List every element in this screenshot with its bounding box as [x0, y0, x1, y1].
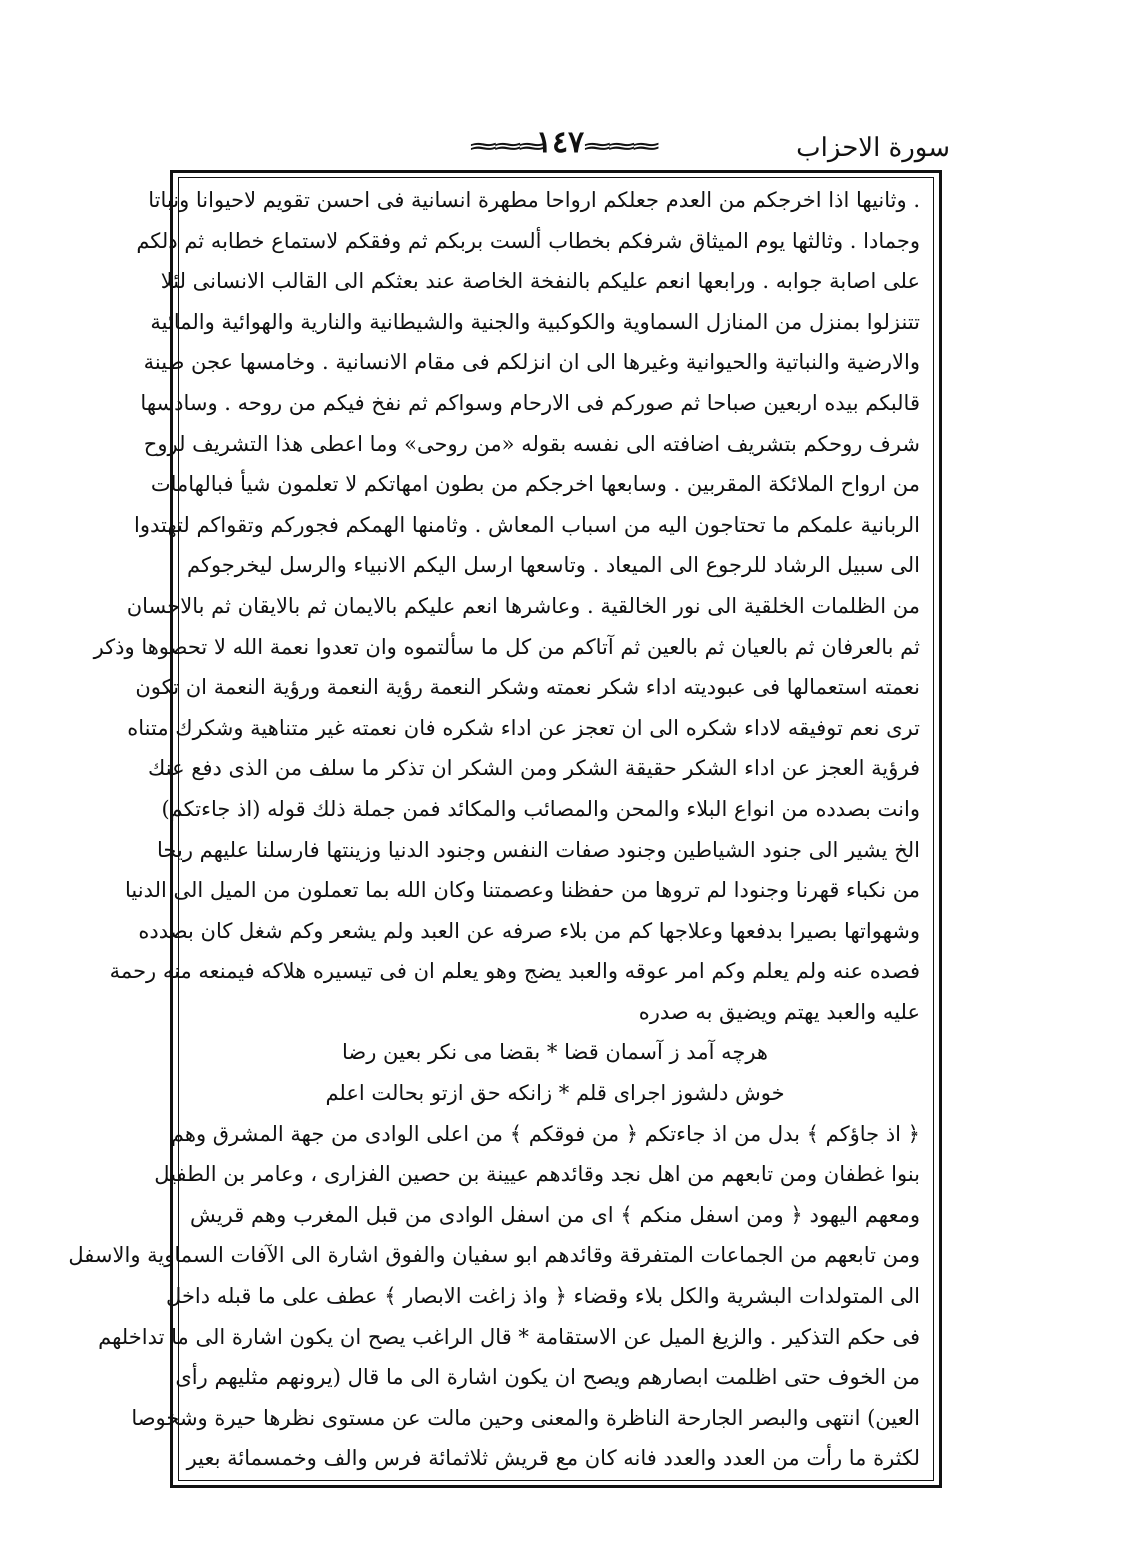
text-line: ومن تابعهم من الجماعات المتفرقة وقائدهم ابو سفيان والفوق اشارة الى الآفات السماوية والاسفل — [68, 1243, 920, 1268]
text-line: تتنزلوا بمنزل من المنازل السماوية والكوكبية والجنية والشيطانية والنارية والهوائية والمائية — [150, 309, 920, 334]
poem-verse: هرچه آمد ز آسمان قضا * بقضا مى نكر بعين رضا — [342, 1040, 768, 1065]
text-line: الى سبيل الرشاد للرجوع الى الميعاد . وتاسعها ارسل اليكم الانبياء والرسل ليخرجوكم — [186, 553, 920, 578]
text-line: والارضية والنباتية والحيوانية وغيرها الى ان انزلكم فى مقام الانسانية . وخامسها عجن طينة — [143, 350, 920, 375]
text-line: من الظلمات الخلقية الى نور الخالقية . وعاشرها انعم عليكم بالايمان ثم بالايقان ثم بالاحسان — [126, 593, 920, 618]
text-line: قالبكم بيده اربعين صباحا ثم صوركم فى الارحام وسواكم ثم نفخ فيكم من روحه . وسادسها — [140, 390, 920, 415]
text-line: شرف روحكم بتشريف اضافته الى نفسه بقوله «من روحى» وما اعطى هذا التشريف لروح — [143, 431, 920, 456]
poem-verse: خوش دلشوز اجراى قلم * زانكه حق ازتو بحالت اعلم — [325, 1081, 785, 1106]
text-line: فى حكم التذكير . والزيغ الميل عن الاستقامة * قال الراغب يصح ان يكون اشارة الى ما تداخلهم — [98, 1324, 920, 1349]
text-line: على اصابة جوابه . ورابعها انعم عليكم بالنفخة الخاصة عند بعثكم الى القالب الانسانى لئلا — [160, 269, 920, 294]
text-line: ثم بالعرفان ثم بالعيان ثم بالعين ثم آتاكم من كل ما سألتموه وان تعدوا نعمة الله لا تحصوها وذكر — [93, 634, 920, 659]
ornament-left: ≈≈≈ — [580, 136, 654, 157]
ornament-right: ≈≈≈ — [466, 136, 540, 157]
surah-title: سورة الاحزاب — [796, 133, 950, 163]
text-body — [68, 180, 920, 1471]
text-line: ترى نعم توفيقه لاداء شكره الى ان تعجز عن اداء شكره فان نعمته غير متناهية وشكرك متناه — [127, 715, 920, 740]
text-line: من ارواح الملائكة المقربين . وسابعها اخرجكم من بطون امهاتكم لا تعلمون شيأ فبالهامات — [150, 472, 920, 497]
page-number-value: ١٤٧ — [535, 125, 585, 160]
text-line: وجمادا . وثالثها يوم الميثاق شرفكم بخطاب ألست بربكم ثم وفقكم لاستماع خطابه ثم دلكم — [136, 228, 920, 253]
text-line: فرؤية العجز عن اداء الشكر حقيقة الشكر ومن الشكر ان تذكر ما سلف من الذى دفع عنك — [148, 756, 920, 781]
text-line: من الخوف حتى اظلمت ابصارهم ويصح ان يكون اشارة الى ما قال (يرونهم مثليهم رأى — [175, 1365, 920, 1390]
text-line: فصده عنه ولم يعلم وكم امر عوقه والعبد يضج وهو يعلم ان فى تيسيره هلاكه فيمنعه منه رحمة — [109, 959, 920, 984]
text-line: ﴿ اذ جاؤكم ﴾ بدل من اذ جاءتكم ﴿ من فوقكم ﴾ من اعلى الوادى من جهة المشرق وهم — [170, 1121, 920, 1146]
page-header — [170, 120, 950, 170]
text-line: لكثرة ما رأت من العدد والعدد فانه كان مع قريش ثلاثمائة فرس والف وخمسمائة بعير — [186, 1446, 920, 1471]
text-line: . وثانيها اذا اخرجكم من العدم جعلكم ارواحا مطهرة انسانية فى احسن تقويم لاحيوانا ونباتا — [148, 188, 920, 212]
text-line: العين) انتهى والبصر الجارحة الناظرة والمعنى وحين مالت عن مستوى نظرها حيرة وشخوصا — [131, 1405, 920, 1430]
text-line: عليه والعبد يهتم ويضيق به صدره — [638, 999, 920, 1024]
text-line: الخ يشير الى جنود الشياطين وجنود صفات النفس وجنود الدنيا وزينتها فارسلنا عليهم ريحا — [157, 837, 920, 862]
text-line: من نكباء قهرنا وجنودا لم تروها من حفظنا وعصمتنا وكان الله بما تعملون من الميل الى الدنيا — [125, 878, 920, 903]
text-line: وانت بصدده من انواع البلاء والمحن والمصائب والمكائد فمن جملة ذلك قوله (اذ جاءتكم) — [161, 796, 920, 821]
page-number — [466, 124, 654, 166]
text-line: الى المتولدات البشرية والكل بلاء وقضاء ﴿ واذ زاغت الابصار ﴾ عطف على ما قبله داخل — [166, 1284, 920, 1309]
text-line: وشهواتها بصيرا بدفعها وعلاجها كم من بلاء صرفه عن العبد ولم يشعر وكم شغل كان بصدده — [138, 918, 920, 943]
text-line: بنوا غطفان ومن تابعهم من اهل نجد وقائدهم عيينة بن حصين الفزارى ، وعامر بن الطفيل — [154, 1162, 920, 1187]
text-line: ومعهم اليهود ﴿ ومن اسفل منكم ﴾ اى من اسفل الوادى من قبل المغرب وهم قريش — [190, 1202, 920, 1227]
text-line: الربانية علمكم ما تحتاجون اليه من اسباب المعاش . وثامنها الهمكم فجوركم وتقواكم لتهتدوا — [134, 512, 920, 537]
text-line: نعمته استعمالها فى عبوديته اداء شكر نعمته وشكر النعمة رؤية النعمة ورؤية النعمة ان تكون — [135, 675, 920, 700]
